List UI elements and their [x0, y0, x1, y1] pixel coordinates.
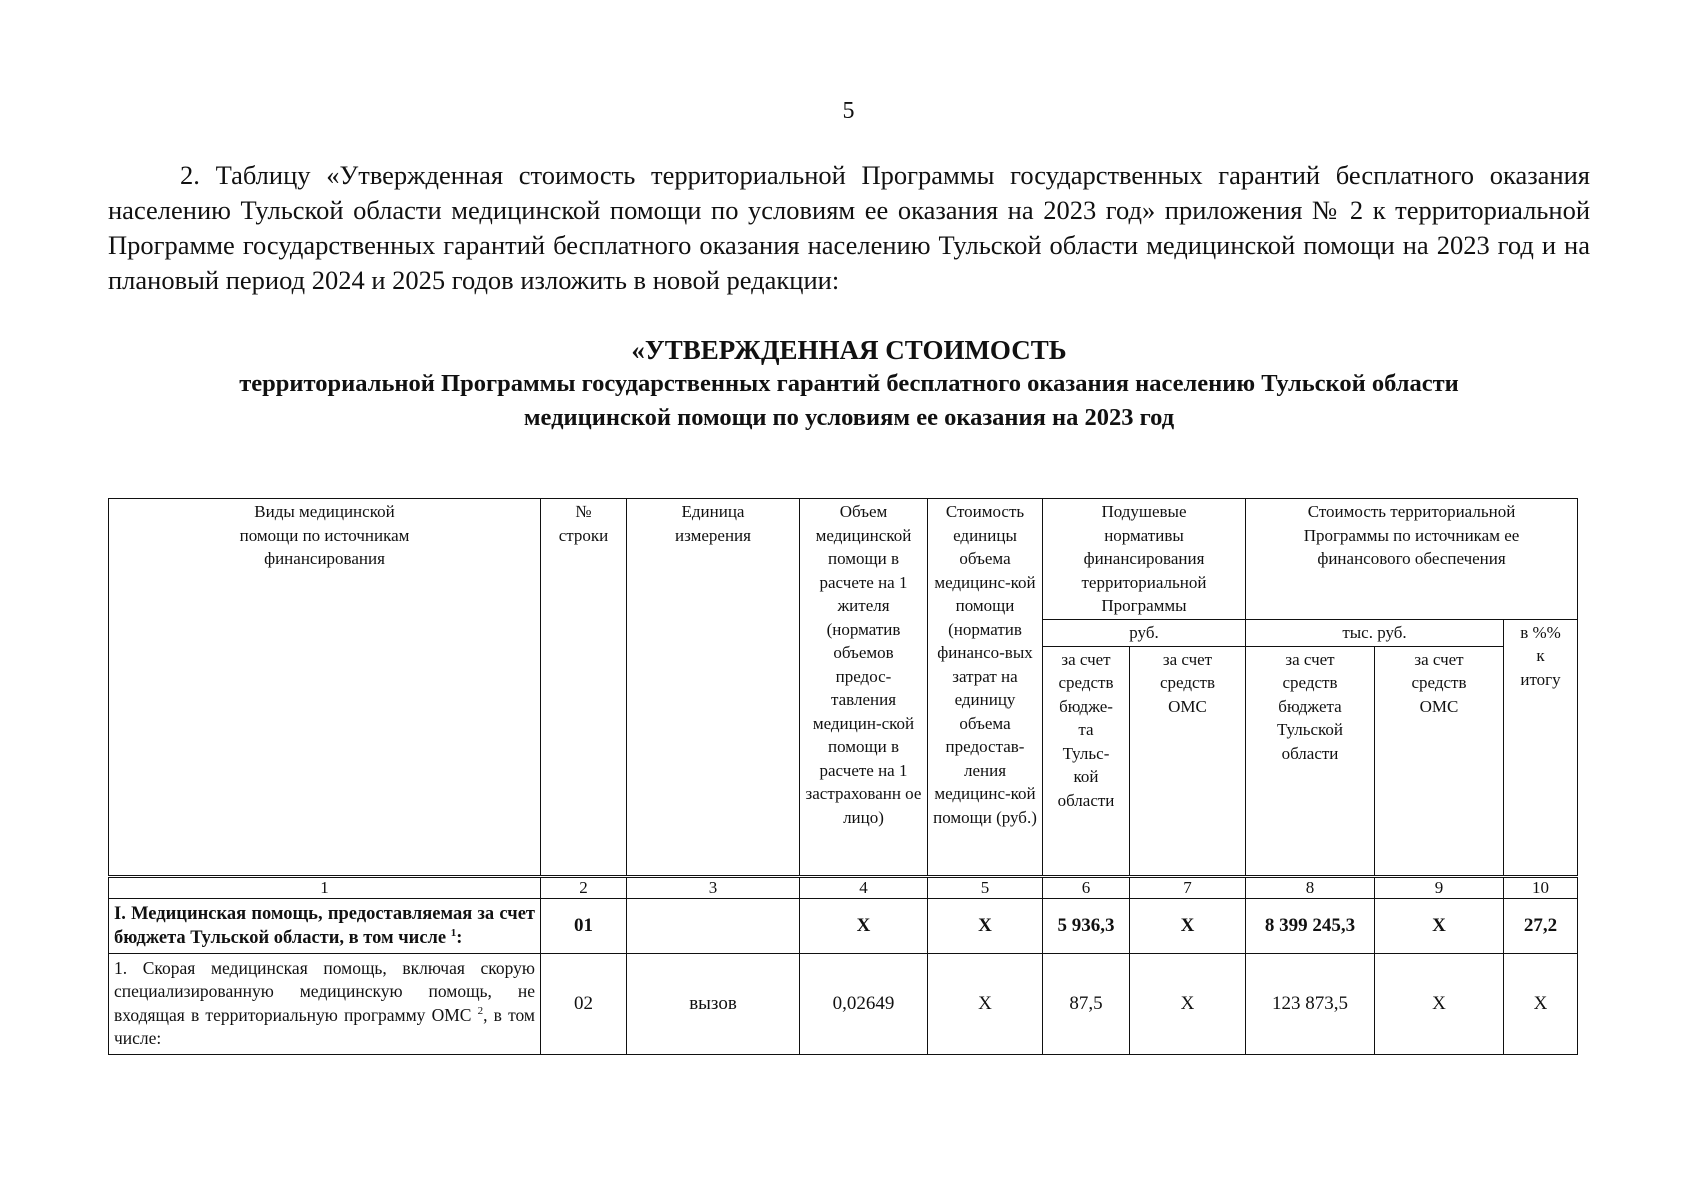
row-cost-unit: Х — [928, 898, 1043, 953]
row-unit: вызов — [627, 953, 800, 1054]
column-number: 4 — [800, 876, 928, 898]
header-types: Виды медицинской помощи по источникам финансирования — [109, 499, 541, 877]
row-cost-unit: Х — [928, 953, 1043, 1054]
header-program-cost: Стоимость территориальной Программы по источникам ее финансового обеспечения — [1246, 499, 1578, 620]
header-rub: руб. — [1043, 619, 1246, 646]
row-percent: Х — [1504, 953, 1578, 1054]
header-thous-rub: тыс. руб. — [1246, 619, 1504, 646]
header-per-capita: Подушевые нормативы финансирования территориальной Программы — [1043, 499, 1246, 620]
page-number: 5 — [842, 98, 855, 124]
column-number: 7 — [1130, 876, 1246, 898]
column-number: 10 — [1504, 876, 1578, 898]
row-volume: 0,02649 — [800, 953, 928, 1054]
header-cost-unit: Стоимость единицы объема медицинс-кой помощи (норматив финансо-вых затрат на единицу объема предостав-ления медицинс-кой помощи (руб.) — [928, 499, 1043, 877]
column-number: 3 — [627, 876, 800, 898]
intro-paragraph: 2. Таблицу «Утвержденная стоимость территориальной Программы государственных гарантий бесплатного оказания населению Тульской области медицинской помощи по условиям ее оказания на 2023 год» приложения № 2 к территориальной Программе государственных гарантий бесплатного оказания населению Тульской области медицинской помощи на 2023 год и на плановый период 2024 и 2025 годов изложить в новой редакции: — [108, 160, 1590, 295]
cost-table — [108, 498, 1578, 1055]
row-cost-budget: 123 873,5 — [1246, 953, 1375, 1054]
row-cost-oms: Х — [1375, 898, 1504, 953]
header-budget-short: за счет средств бюдже-та Тульс-кой области — [1043, 646, 1130, 876]
column-number: 1 — [109, 876, 541, 898]
row-per-capita-budget: 5 936,3 — [1043, 898, 1130, 953]
header-oms: за счет средств ОМС — [1130, 646, 1246, 876]
column-number-row — [109, 876, 1578, 898]
header-unit: Единица измерения — [627, 499, 800, 877]
row-per-capita-oms: Х — [1130, 898, 1246, 953]
column-number: 8 — [1246, 876, 1375, 898]
row-per-capita-budget: 87,5 — [1043, 953, 1130, 1054]
row-volume: Х — [800, 898, 928, 953]
header-volume: Объем медицинской помощи в расчете на 1 жителя (норматив объемов предос-тавления медицин-ской помощи в расчете на 1 застрахованн ое лицо) — [800, 499, 928, 877]
table-title — [108, 333, 1590, 435]
table-row — [109, 898, 1578, 953]
header-row-no: № строки — [541, 499, 627, 877]
table-row — [109, 953, 1578, 1054]
row-number: 01 — [541, 898, 627, 953]
title-line-1: «УТВЕРЖДЕННАЯ СТОИМОСТЬ — [631, 335, 1067, 365]
row-name: 1. Скорая медицинская помощь, включая скорую специализированную медицинскую помощь, не входящая в территориальную программу ОМС $^2$, в том числе: — [109, 953, 541, 1054]
row-cost-oms: Х — [1375, 953, 1504, 1054]
header-budget-long: за счет средств бюджета Тульской области — [1246, 646, 1375, 876]
column-number: 6 — [1043, 876, 1130, 898]
column-number: 9 — [1375, 876, 1504, 898]
column-number: 5 — [928, 876, 1043, 898]
row-percent: 27,2 — [1504, 898, 1578, 953]
header-percent: в %% к итогу — [1504, 619, 1578, 876]
row-unit — [627, 898, 800, 953]
row-name: I. Медицинская помощь, предоставляемая за счет бюджета Тульской области, в том числе $^1$: — [109, 898, 541, 953]
row-cost-budget: 8 399 245,3 — [1246, 898, 1375, 953]
title-line-3: медицинской помощи по условиям ее оказания на 2023 год — [523, 404, 1175, 431]
title-line-2: территориальной Программы государственных гарантий бесплатного оказания населению Тульской области — [239, 370, 1459, 397]
row-number: 02 — [541, 953, 627, 1054]
row-per-capita-oms: Х — [1130, 953, 1246, 1054]
column-number: 2 — [541, 876, 627, 898]
header-oms-2: за счет средств ОМС — [1375, 646, 1504, 876]
